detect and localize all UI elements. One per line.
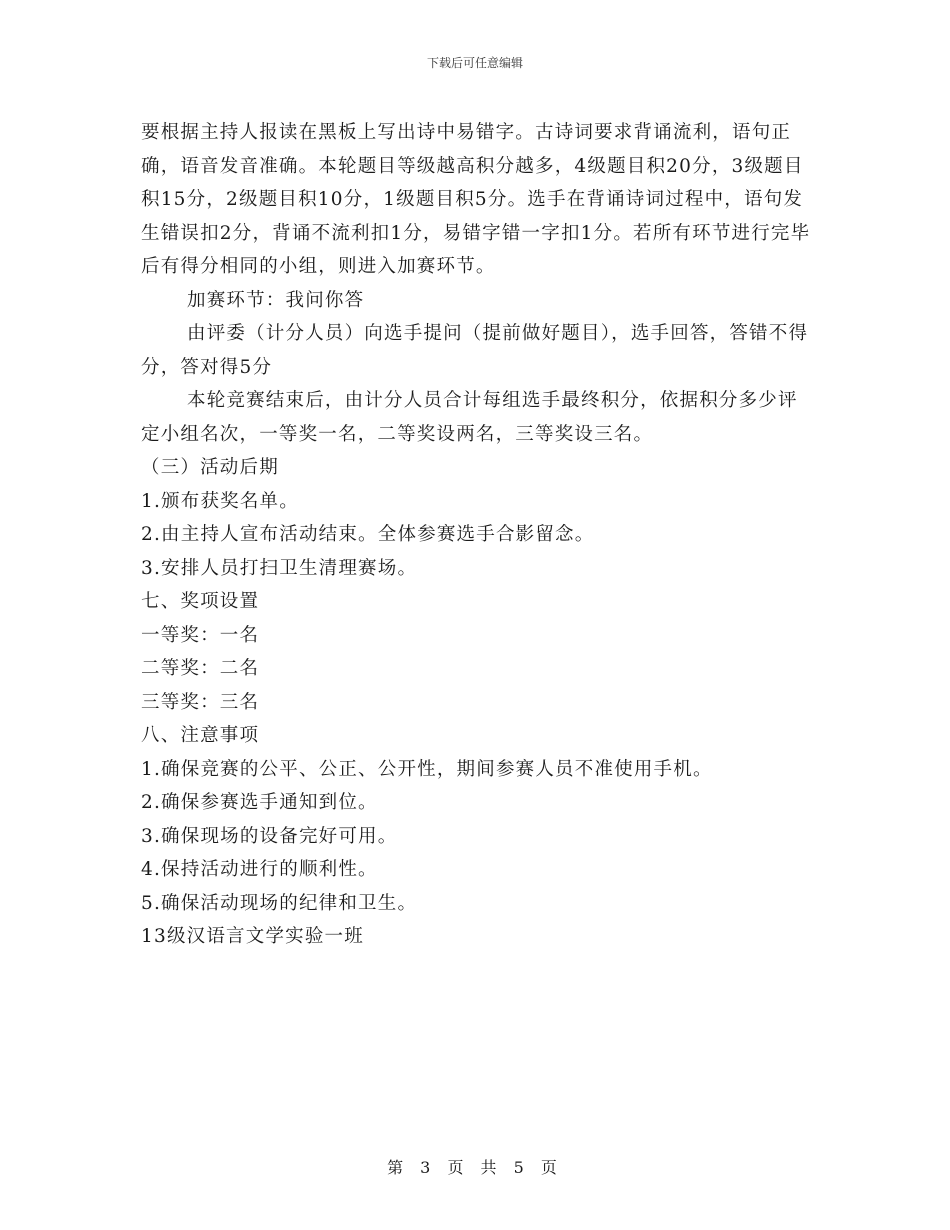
- page-header-note: 下载后可任意编辑: [426, 56, 523, 70]
- section-heading-awards: 七、奖项设置: [141, 591, 260, 612]
- list-item: 3.安排人员打扫卫生清理赛场。: [141, 557, 418, 579]
- paragraph-ranking: 本轮竞赛结束后，由计分人员合计每组选手最终积分，依据积分多少评定小组名次，一等奖一名，二等奖设两名，三等奖设三名。: [141, 390, 798, 445]
- section-heading-notes: 八、注意事项: [141, 725, 260, 746]
- list-item: 2.确保参赛选手通知到位。: [141, 792, 378, 813]
- list-item: 一等奖：一名: [141, 624, 260, 646]
- paragraph-rules: 要根据主持人报读在黑板上写出诗中易错字。古诗词要求背诵流利，语句正确，语音发音准确。本轮题目等级越高积分越多，4级题目积20分，3级题目积15分，2级题目积10分，1级题目积5分。选手在背诵诗词过程中，语句发生错误扣2分，背诵不流利扣1分，易错字错一字扣1分。若所有环节进行完毕后有得分相同的小组，则进入加赛环节。: [141, 122, 811, 277]
- signature-class: 13级汉语言文学实验一班: [141, 926, 364, 947]
- paragraph-bonus-title: 加赛环节：我问你答: [187, 289, 365, 311]
- list-item: 4.保持活动进行的顺利性。: [141, 859, 378, 880]
- section-heading-post-activity: （三）活动后期: [141, 457, 279, 478]
- page-number: 第 3 页 共 5 页: [387, 1158, 563, 1177]
- list-item: 三等奖：三名: [141, 691, 260, 713]
- list-item: 3.确保现场的设备完好可用。: [141, 825, 398, 847]
- list-item: 二等奖：二名: [141, 658, 260, 679]
- list-item: 1.确保竞赛的公平、公正、公开性，期间参赛人员不准使用手机。: [141, 758, 713, 780]
- list-item: 1.颁布获奖名单。: [141, 490, 299, 512]
- list-item: 5.确保活动现场的纪律和卫生。: [141, 892, 418, 914]
- document-body: [141, 116, 811, 954]
- list-item: 2.由主持人宣布活动结束。全体参赛选手合影留念。: [141, 524, 595, 545]
- paragraph-bonus-rules: 由评委（计分人员）向选手提问（提前做好题目），选手回答，答错不得分，答对得5分: [141, 323, 809, 378]
